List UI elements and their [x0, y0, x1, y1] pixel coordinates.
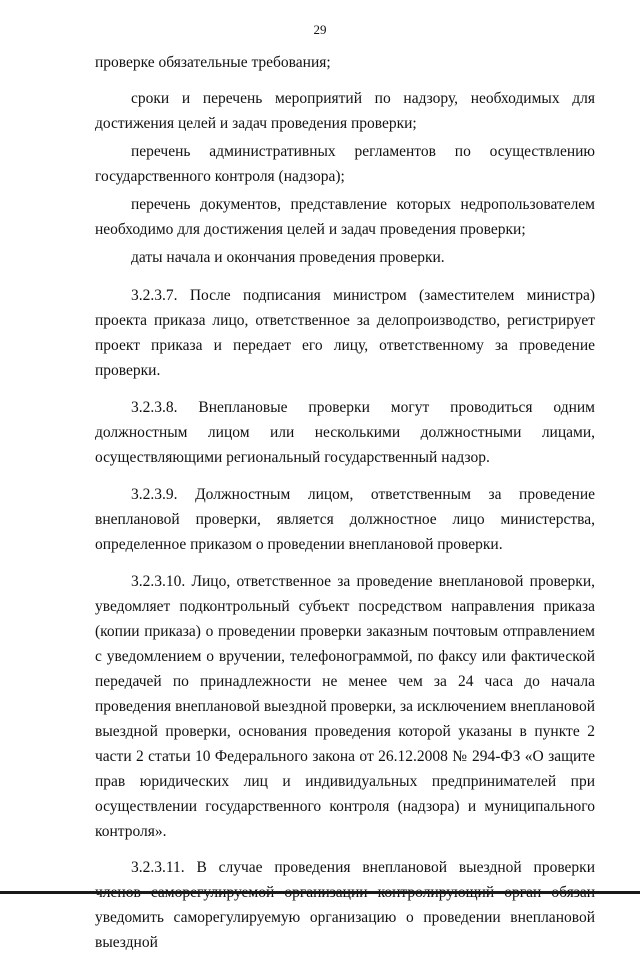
paragraph-clause-3-2-3-7: 3.2.3.7. После подписания министром (заместителем министра) проекта приказа лицо, ответственное за делопроизводство, регистрирует проект приказа и передает его лицу, ответственному за проведение проверки.: [95, 287, 595, 379]
bottom-edge-rule: [0, 891, 640, 894]
paragraph-clause-3-2-3-8: 3.2.3.8. Внеплановые проверки могут проводиться одним должностным лицом или несколькими должностными лицами, осуществляющими региональный государственный надзор.: [95, 399, 595, 466]
paragraph-deadlines-list-item: сроки и перечень мероприятий по надзору, необходимых для достижения целей и задач проведения проверки;: [95, 90, 595, 132]
paragraph-regulations-list-item: перечень административных регламентов по осуществлению государственного контроля (надзора);: [95, 143, 595, 185]
document-body: [95, 50, 595, 955]
paragraph-clause-3-2-3-9: 3.2.3.9. Должностным лицом, ответственным за проведение внеплановой проверки, является должностное лицо министерства, определенное приказом о проведении внеплановой проверки.: [95, 486, 595, 553]
paragraph-dates-list-item: даты начала и окончания проведения проверки.: [131, 249, 445, 266]
paragraph-clause-3-2-3-11: 3.2.3.11. В случае проведения внеплановой выездной проверки уведомить саморегулируемую организацию о проведении внеплановой выездной: [95, 859, 595, 951]
paragraph-documents-list-item: перечень документов, представление которых недропользователем необходимо для достижения целей и задач проведения проверки;: [95, 196, 595, 238]
page-number: 29: [313, 22, 327, 37]
paragraph-clause-3-2-3-10: 3.2.3.10. Лицо, ответственное за проведение внеплановой проверки, уведомляет подконтрольный субъект посредством направления приказа (копии приказа) о проведении проверки заказным почтовым отправлением с уведомлением о вручении, телефонограммой, по факсу или фактической передачей по принадлежности не менее чем за 24 часа до начала проведения внеплановой выездной проверки, за исключением внеплановой выездной проверки, основания проведения которой указаны в пункте 2 части 2 статьи 10 Федерального закона от 26.12.2008 № 294-ФЗ «О защите прав юридических лиц и индивидуальных предпринимателей при осуществлении государственного контроля (надзора) и муниципального контроля».: [95, 573, 595, 840]
paragraph-continuation: проверке обязательные требования;: [95, 54, 331, 71]
